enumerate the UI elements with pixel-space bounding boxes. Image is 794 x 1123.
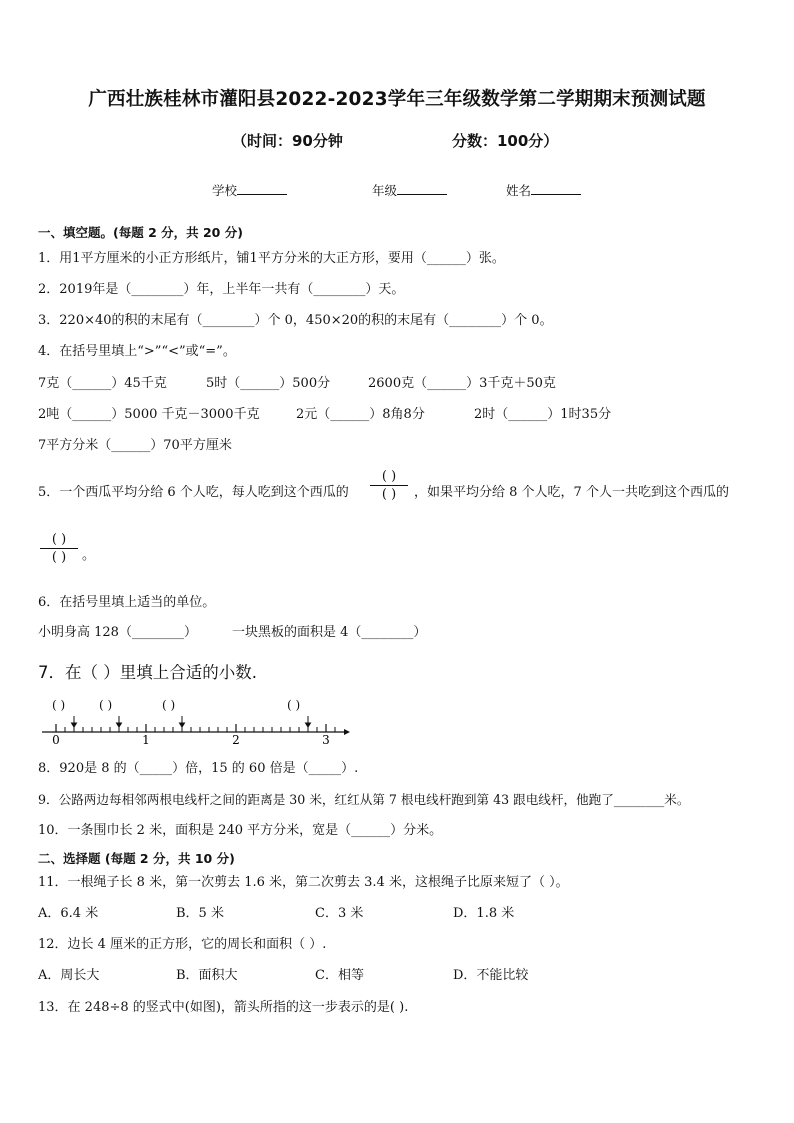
fraction-1-numerator[interactable]: ( )	[381, 469, 397, 484]
school-field[interactable]	[212, 181, 287, 199]
q6-item-2: 一块黑板的面积是 4（________）	[232, 625, 427, 640]
question-6: 6．在括号里填上适当的单位。	[38, 595, 216, 610]
fraction-answer-1[interactable]	[368, 468, 410, 503]
q12-option-d[interactable]: D．不能比较	[453, 968, 529, 983]
question-10: 10．一条围巾长 2 米，面积是 240 平方分米，宽是（______）分米。	[38, 823, 443, 838]
q4-item-5: 2元（______）8角8分	[296, 407, 425, 422]
grade-label: 年级	[372, 183, 398, 198]
question-4: 4．在括号里填上“>”“<”或“=”。	[38, 344, 236, 359]
tick-label-0: 0	[52, 733, 60, 747]
question-3: 3．220×40的积的末尾有（________）个 0，450×20的积的末尾有（________）个 0。	[38, 313, 553, 328]
question-8: 8．920是 8 的（_____）倍，15 的 60 倍是（_____）.	[38, 761, 359, 776]
exam-title: 广西壮族桂林市灌阳县2022-2023学年三年级数学第二学期期末预测试题	[88, 89, 706, 110]
question-12: 12．边长 4 厘米的正方形，它的周长和面积（ ）.	[38, 937, 327, 952]
q11-option-c[interactable]: C．3 米	[315, 906, 364, 921]
q12-option-b[interactable]: B．面积大	[176, 968, 238, 983]
question-9: 9．公路两边每相邻两根电线杆之间的距离是 30 米，红红从第 7 根电线杆跑到第 43 跟电线杆，他跑了________米。	[38, 792, 690, 807]
tick-label-3: 3	[322, 733, 330, 747]
exam-score: 分数：100分）	[452, 132, 559, 150]
section2-heading: 二、选择题 (每题 2 分，共 10 分)	[38, 851, 235, 866]
grade-blank[interactable]	[397, 182, 447, 195]
name-field[interactable]	[506, 181, 581, 199]
section1-heading: 一、填空题。(每题 2 分，共 20 分)	[38, 225, 243, 240]
q4-item-4: 2吨（______）5000 千克－3000千克	[38, 407, 260, 422]
number-line-arrowhead	[344, 729, 350, 735]
question-1: 1．用1平方厘米的小正方形纸片，铺1平方分米的大正方形，要用（______）张。	[38, 251, 505, 266]
q11-option-b[interactable]: B．5 米	[176, 906, 224, 921]
question-7: 7．在（ ）里填上合适的小数.	[38, 663, 257, 682]
fraction-2-numerator[interactable]: ( )	[51, 532, 67, 547]
name-blank[interactable]	[531, 182, 581, 195]
q6-item-1: 小明身高 128（________）	[38, 625, 197, 640]
q11-option-a[interactable]: A．6.4 米	[38, 906, 99, 921]
q4-item-1: 7克（______）45千克	[38, 376, 167, 391]
q12-option-c[interactable]: C．相等	[315, 968, 364, 983]
nl-blank-2[interactable]: ( )	[99, 698, 113, 712]
grade-field[interactable]	[372, 181, 447, 199]
question-5-end: 。	[82, 548, 96, 563]
question-2: 2．2019年是（________）年，上半年一共有（________）天。	[38, 282, 405, 297]
q12-option-a[interactable]: A．周长大	[38, 968, 100, 983]
number-line-ticks	[56, 727, 335, 732]
question-5-part-b: ，如果平均分给 8 个人吃，7 个人一共吃到这个西瓜的	[414, 485, 729, 500]
fraction-answer-2[interactable]	[38, 531, 80, 566]
number-line	[38, 710, 358, 750]
fraction-1-denominator[interactable]: ( )	[381, 487, 397, 502]
question-13: 13．在 248÷8 的竖式中(如图)，箭头所指的这一步表示的是( ).	[38, 1000, 409, 1015]
question-5-part-a: 5．一个西瓜平均分给 6 个人吃，每人吃到这个西瓜的	[38, 485, 349, 500]
q11-option-d[interactable]: D．1.8 米	[453, 906, 515, 921]
q4-item-7: 7平方分米（______）70平方厘米	[38, 438, 232, 453]
nl-blank-1[interactable]: ( )	[52, 698, 66, 712]
school-label: 学校	[212, 183, 238, 198]
school-blank[interactable]	[237, 182, 287, 195]
q4-item-2: 5时（______）500分	[206, 376, 331, 391]
tick-label-2: 2	[232, 733, 240, 747]
q4-item-6: 2时（______）1时35分	[474, 407, 612, 422]
nl-blank-3[interactable]: ( )	[162, 698, 176, 712]
question-11: 11．一根绳子长 8 米，第一次剪去 1.6 米，第二次剪去 3.4 米，这根绳子比原来短了（ ）。	[38, 875, 569, 890]
nl-blank-4[interactable]: ( )	[287, 698, 301, 712]
exam-time: （时间：90分钟	[232, 132, 343, 150]
name-label: 姓名	[506, 183, 532, 198]
number-line-arrows	[72, 716, 311, 727]
fraction-2-denominator[interactable]: ( )	[51, 550, 67, 565]
q4-item-3: 2600克（______）3千克＋50克	[368, 376, 556, 391]
tick-label-1: 1	[142, 733, 150, 747]
